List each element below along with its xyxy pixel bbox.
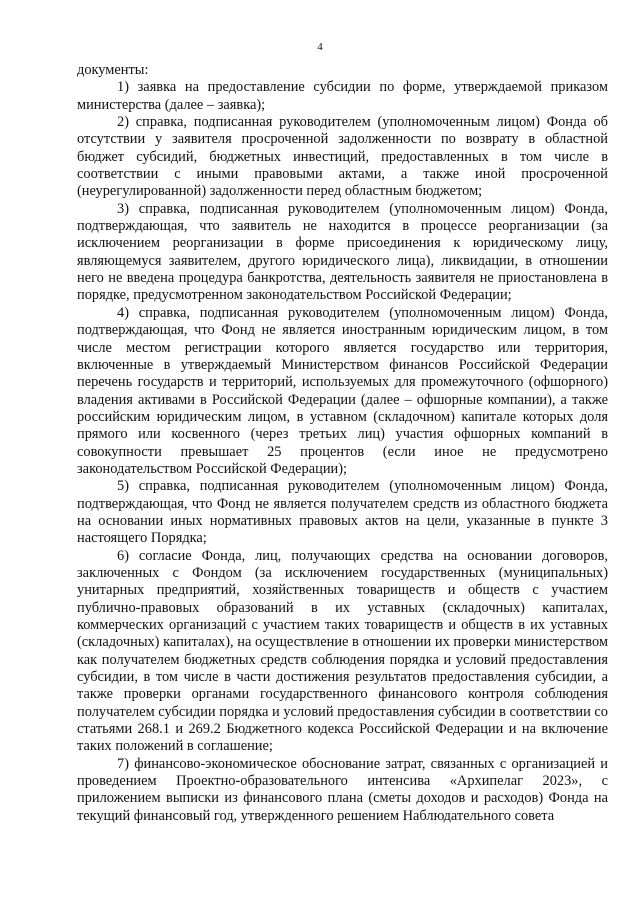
- document-body: [77, 62, 608, 825]
- list-item-3: 3) справка, подписанная руководителем (уполномоченным лицом) Фонда, подтверждающая, что заявитель не находится в процессе реорганизации (за исключением реорганизации в форме присоединения к юридическому лицу, являющемуся заявителем, другого юридического лица), ликвидации, в отношении него не введена процедура банкротства, деятельность заявителя не приостановлена в порядке, предусмотренном законодательством Российской Федерации;: [77, 200, 608, 304]
- list-item-6: 6) согласие Фонда, лиц, получающих средства на основании договоров, заключенных с Фондом (за исключением государственных (муниципальных) унитарных предприятий, хозяйственных товариществ и обществ с участием публично-правовых образований в их уставных (складочных) капиталах, коммерческих организаций с участием таких товариществ и обществ в их уставных (складочных) капиталах), на осуществление в отношении их проверки министерством как получателем бюджетных средств соблюдения порядка и условий предоставления субсидии, в том числе в части достижения результатов предоставления субсидии, а также проверки органами государственного финансового контроля соблюдения получателем субсидии порядка и условий предоставления субсидии в соответствии со статьями 268.1 и 269.2 Бюджетного кодекса Российской Федерации и на включение таких положений в соглашение;: [77, 547, 608, 755]
- document-intro: документы:: [77, 62, 149, 78]
- page-number: 4: [317, 41, 323, 53]
- list-item-7: 7) финансово-экономическое обоснование затрат, связанных с организацией и проведением Проектно-образовательного интенсива «Архипелаг 2023», с приложением выписки из финансового плана (сметы доходов и расходов) Фонда на текущий финансовый год, утвержденного решением Наблюдательного совета: [77, 755, 608, 824]
- list-item-2: 2) справка, подписанная руководителем (уполномоченным лицом) Фонда об отсутствии у заявителя просроченной задолженности по возврату в областной бюджет субсидий, бюджетных инвестиций, предоставленных в том числе в соответствии с иными правовыми актами, а также иной просроченной (неурегулированной) задолженности перед областным бюджетом;: [77, 114, 608, 200]
- list-item-1: 1) заявка на предоставление субсидии по форме, утверждаемой приказом министерства (далее – заявка);: [77, 79, 608, 113]
- list-item-5: 5) справка, подписанная руководителем (уполномоченным лицом) Фонда, подтверждающая, что Фонд не является получателем средств из областного бюджета на основании иных нормативных правовых актов на цели, указанные в пункте 3 настоящего Порядка;: [77, 478, 608, 547]
- list-item-4: 4) справка, подписанная руководителем (уполномоченным лицом) Фонда, подтверждающая, что Фонд не является иностранным юридическим лицом, в том числе местом регистрации которого является государство или территория, включенные в утверждаемый Министерством финансов Российской Федерации перечень государств и территорий, используемых для промежуточного (офшорного) владения активами в Российской Федерации (далее – офшорные компании), а также российским юридическим лицом, в уставном (складочном) капитале которых доля прямого или косвенного (через третьих лиц) участия офшорных компаний в совокупности превышает 25 процентов (если иное не предусмотрено законодательством Российской Федерации);: [77, 304, 608, 477]
